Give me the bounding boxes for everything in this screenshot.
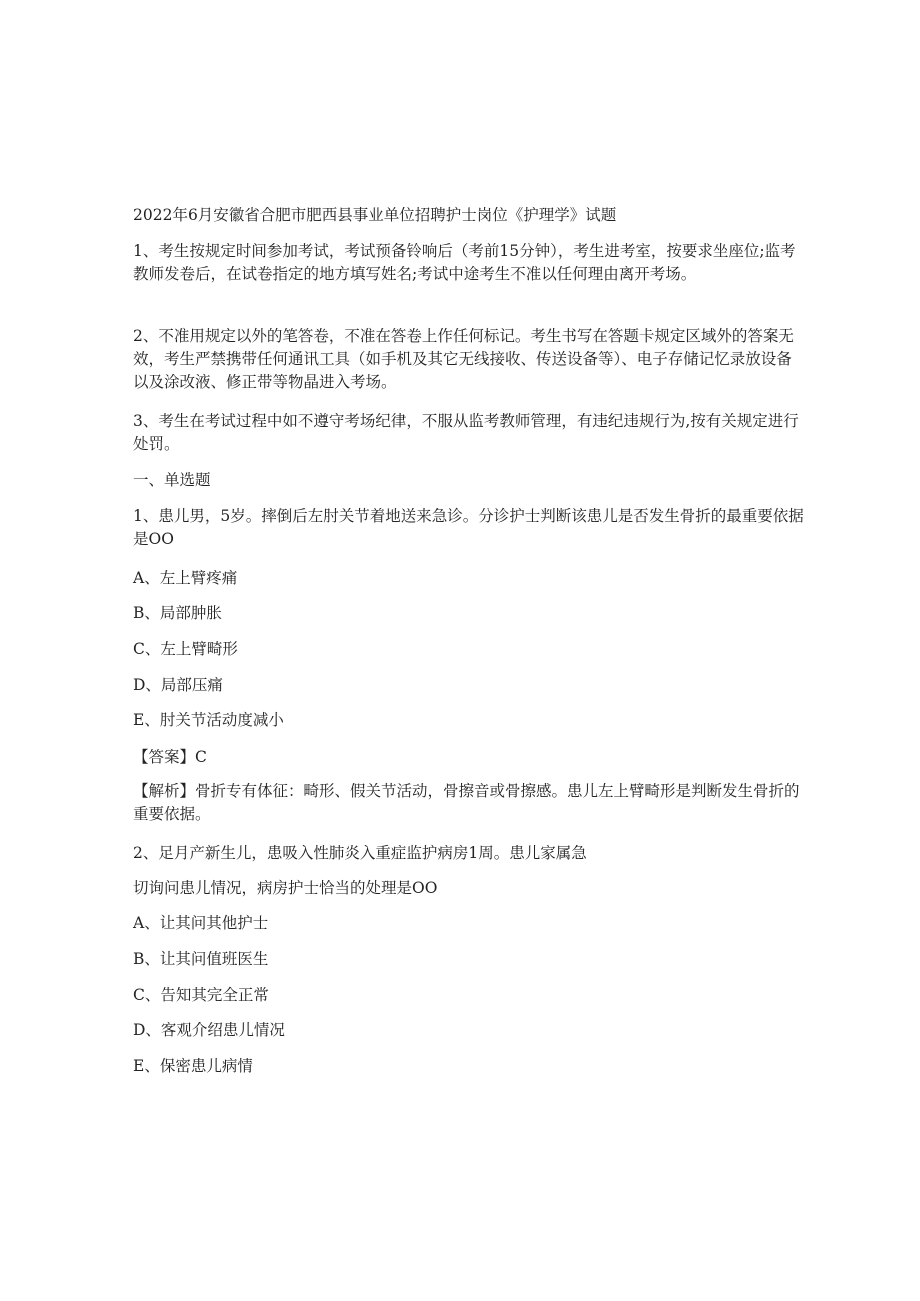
question-2-option-b: B、让其问值班医生 (133, 950, 269, 968)
question-2-option-d: D、客观介绍患儿情况 (133, 1021, 285, 1039)
question-1-answer: 【答案】C (133, 748, 207, 766)
question-1-stem: 1、患儿男，5岁。摔倒后左肘关节着地送来急诊。分诊护士判断该患儿是否发生骨折的最重要依据是OO (133, 507, 804, 548)
question-2-stem-continued: 切询问患儿情况，病房护士恰当的处理是OO (133, 879, 438, 897)
question-1-option-e: E、肘关节活动度减小 (133, 711, 284, 729)
question-2-option-e: E、保密患儿病情 (133, 1057, 253, 1075)
question-2-option-c: C、告知其完全正常 (133, 986, 269, 1004)
question-2-option-a: A、让其问其他护士 (133, 914, 269, 932)
section-heading: 一、单选题 (133, 471, 211, 489)
question-1-option-c: C、左上臂畸形 (133, 640, 238, 658)
question-1-explanation: 【解析】骨折专有体征：畸形、假关节活动，骨擦音或骨擦感。患儿左上臂畸形是判断发生骨折的重要依据。 (133, 782, 800, 823)
exam-title: 2022年6月安徽省合肥市肥西县事业单位招聘护士岗位《护理学》试题 (133, 206, 617, 224)
exam-rule-1: 1、考生按规定时间参加考试，考试预备铃响后（考前15分钟），考生进考室，按要求坐座位;监考教师发卷后，在试卷指定的地方填写姓名;考试中途考生不准以任何理由离开考场。 (133, 242, 796, 283)
question-1-option-a: A、左上臂疼痛 (133, 569, 238, 587)
exam-rule-3: 3、考生在考试过程中如不遵守考场纪律，不服从监考教师管理，有违纪违规行为,按有关规定进行处罚。 (133, 412, 799, 453)
question-1-option-d: D、局部压痛 (133, 676, 223, 694)
exam-rule-2: 2、不准用规定以外的笔答卷，不准在答卷上作任何标记。考生书写在答题卡规定区域外的答案无效，考生严禁携带任何通讯工具（如手机及其它无线接收、传送设备等）、电子存储记忆录放设备以及涂改液、修正带等物晶进入考场。 (133, 327, 794, 391)
question-1-option-b: B、局部肿胀 (133, 604, 222, 622)
question-2-stem: 2、足月产新生儿，患吸入性肺炎入重症监护病房1周。患儿家属急 (133, 844, 587, 862)
